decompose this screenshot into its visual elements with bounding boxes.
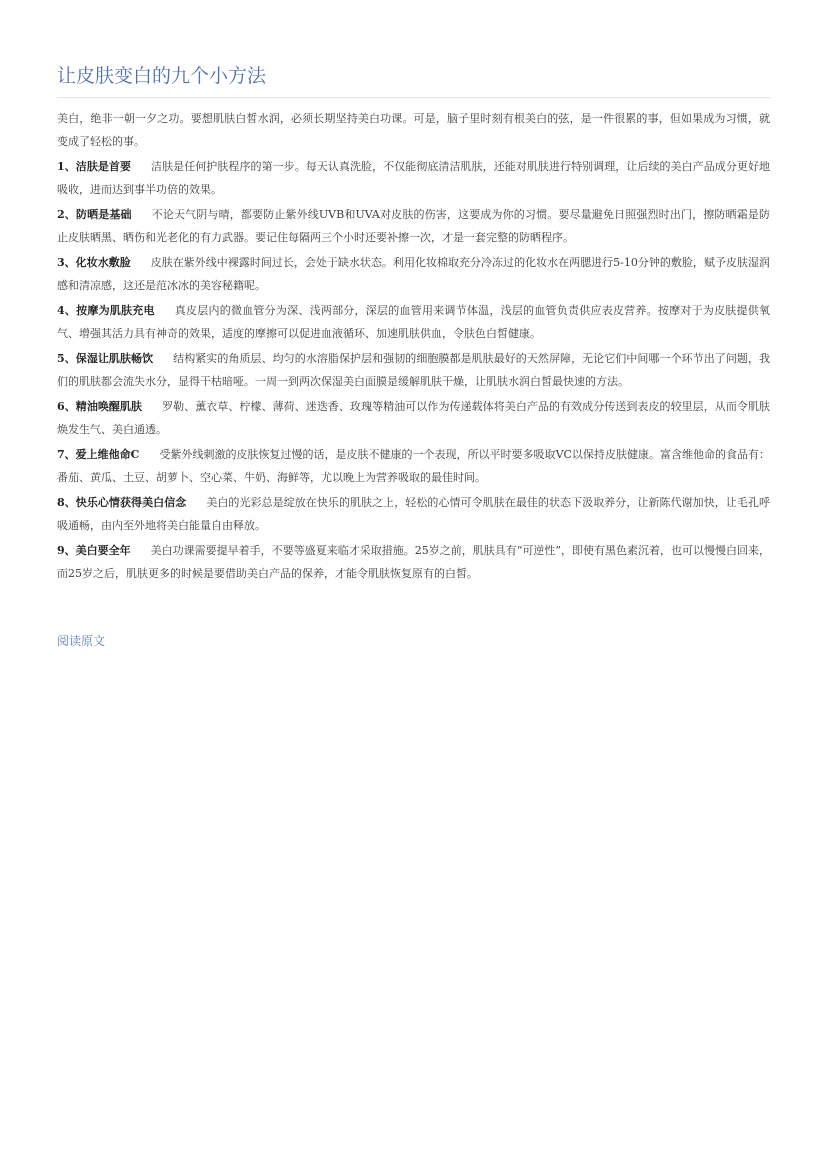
read-original-link[interactable]: 阅读原文 xyxy=(57,634,106,648)
article-title: 让皮肤变白的九个小方法 xyxy=(57,62,770,98)
item-body: 美白功课需要提早着手，不要等盛夏来临才采取措施。25岁之前，肌肤具有“可逆性”，即使有黑色素沉着，也可以慢慢白回来，而25岁之后，肌肤更多的时候是要借助美白产品的保养，才能令肌肤恢复原有的白皙。 xyxy=(57,544,770,580)
list-item xyxy=(57,155,770,201)
list-item xyxy=(57,299,770,345)
item-body: 真皮层内的微血管分为深、浅两部分，深层的血管用来调节体温，浅层的血管负责供应表皮营养。按摩对于为皮肤提供氧气、增强其活力具有神奇的效果，适度的摩擦可以促进血液循环、加速肌肤供血，令肤色白皙健康。 xyxy=(57,304,771,340)
item-body: 罗勒、薰衣草、柠檬、薄荷、迷迭香、玫瑰等精油可以作为传递载体将美白产品的有效成分传送到表皮的较里层，从而令肌肤焕发生气、美白通透。 xyxy=(57,400,771,436)
method-list xyxy=(57,155,770,585)
list-item xyxy=(57,491,770,537)
article xyxy=(57,62,770,651)
list-item xyxy=(57,347,770,393)
list-item xyxy=(57,539,770,585)
item-heading: 7、爱上维他命C xyxy=(57,448,140,461)
article-intro: 美白，绝非一朝一夕之功。要想肌肤白皙水润，必须长期坚持美白功课。可是，脑子里时刻有根美白的弦，是一件很累的事，但如果成为习惯，就变成了轻松的事。 xyxy=(57,112,770,148)
item-body: 不论天气阴与晴，都要防止紫外线UVB和UVA对皮肤的伤害，这要成为你的习惯。要尽量避免日照强烈时出门，擦防晒霜是防止皮肤晒黑、晒伤和光老化的有力武器。要记住每隔两三个小时还要补擦一次，才是一套完整的防晒程序。 xyxy=(57,208,770,244)
item-heading: 1、洁肤是首要 xyxy=(57,160,132,173)
list-item xyxy=(57,443,770,489)
item-heading: 6、精油唤醒肌肤 xyxy=(57,400,143,413)
item-body: 结构紧实的角质层、均匀的水溶脂保护层和强韧的细胞膜都是肌肤最好的天然屏障，无论它们中间哪一个环节出了问题，我们的肌肤都会流失水分，显得干枯暗哑。一周一到两次保湿美白面膜是缓解肌肤干燥，让肌肤水润白皙最快速的方法。 xyxy=(57,352,770,388)
item-body: 洁肤是任何护肤程序的第一步。每天认真洗脸，不仅能彻底清洁肌肤，还能对肌肤进行特别调理，让后续的美白产品成分更好地吸收，进而达到事半功倍的效果。 xyxy=(57,160,770,196)
item-heading: 8、快乐心情获得美白信念 xyxy=(57,496,187,509)
item-heading: 9、美白要全年 xyxy=(57,544,131,557)
item-body: 美白的光彩总是绽放在快乐的肌肤之上，轻松的心情可令肌肤在最佳的状态下汲取养分，让新陈代谢加快，让毛孔呼吸通畅，由内至外地将美白能量自由释放。 xyxy=(57,496,771,532)
list-item xyxy=(57,203,770,249)
item-heading: 3、化妆水敷脸 xyxy=(57,256,131,269)
item-heading: 5、保湿让肌肤畅饮 xyxy=(57,352,154,365)
list-item xyxy=(57,251,770,297)
item-body: 受紫外线刺激的皮肤恢复过慢的话，是皮肤不健康的一个表现，所以平时要多吸取VC以保持皮肤健康。富含维他命的食品有：番茄、黄瓜、土豆、胡萝卜、空心菜、牛奶、海鲜等，尤以晚上为营养吸取的最佳时间。 xyxy=(57,448,770,484)
list-item xyxy=(57,395,770,441)
item-heading: 2、防晒是基础 xyxy=(57,208,132,221)
item-heading: 4、按摩为肌肤充电 xyxy=(57,304,155,317)
item-body: 皮肤在紫外线中裸露时间过长，会处于缺水状态。利用化妆棉取充分冷冻过的化妆水在两腮进行5-10分钟的敷脸，赋予皮肤湿润感和清凉感，这还是范冰冰的美容秘籍呢。 xyxy=(57,256,770,292)
